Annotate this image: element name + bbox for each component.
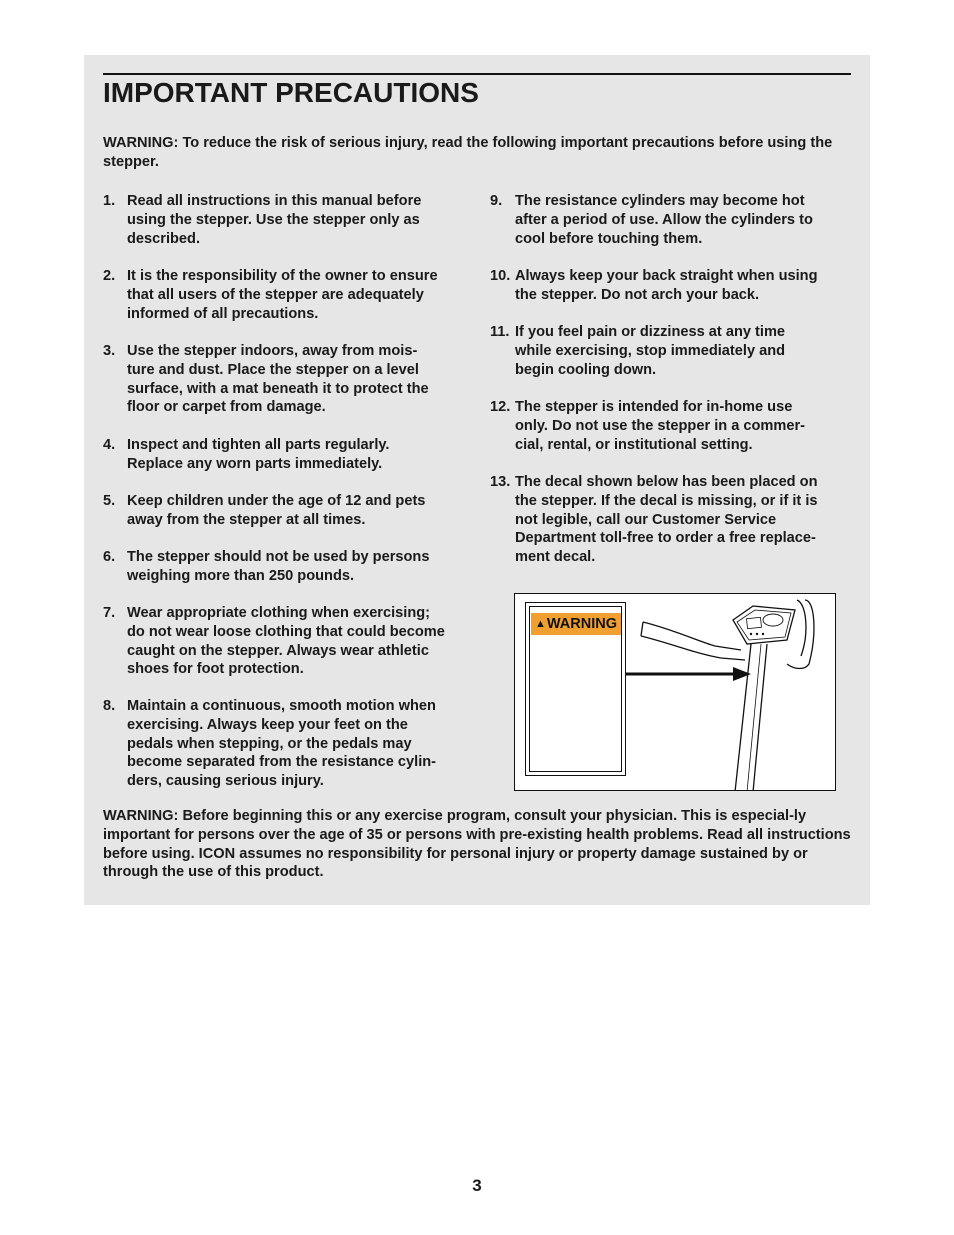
decal-figure (514, 593, 836, 791)
item-number: 2. (103, 268, 116, 284)
decal-inner-border (529, 606, 622, 772)
item-number: 12. (490, 399, 511, 415)
item-text: If you feel pain or dizziness at any time while exercising, stop immediately and begin cooling down. (515, 324, 786, 378)
item-number: 10. (490, 268, 511, 284)
warning-physician: WARNING: Before beginning this or any exercise program, consult your physician. This is especial-ly important for persons over the age of 35 or persons with pre-existing health problems. Read all instructions before using. ICON assumes no responsibility for personal injury or property damage sustained by or through the use of this product. (103, 808, 851, 881)
warning-intro: WARNING: To reduce the risk of serious injury, read the following important precautions before using the stepper. (103, 135, 833, 170)
item-text: It is the responsibility of the owner to ensure that all users of the stepper are adequately informed of all precautions. (127, 268, 438, 322)
item-text: The stepper should not be used by persons weighing more than 250 pounds. (127, 549, 430, 584)
item-number: 6. (103, 549, 116, 565)
page-number: 3 (472, 1176, 482, 1195)
item-number: 4. (103, 437, 116, 453)
item-number: 13. (490, 474, 511, 490)
item-text: Wear appropriate clothing when exercising; do not wear loose clothing that could become caught on the stepper. Always wear athletic shoes for foot protection. (127, 605, 445, 678)
item-number: 1. (103, 193, 116, 209)
item-text: Use the stepper indoors, away from mois- ture and dust. Place the stepper on a level surface, with a mat beneath it to protect the floor or carpet from damage. (127, 343, 429, 416)
item-text: The resistance cylinders may become hot after a period of use. Allow the cylinders to cool before touching them. (515, 193, 813, 247)
decal-label: WARNING (546, 616, 617, 632)
warning-decal (525, 602, 626, 776)
item-text: The decal shown below has been placed on the stepper. If the decal is missing, or if it is not legible, call our Customer Service Department toll-free to order a free replace- ment decal. (515, 474, 818, 566)
item-number: 8. (103, 698, 116, 714)
item-text: Keep children under the age of 12 and pets away from the stepper at all times. (127, 493, 426, 528)
item-text: Inspect and tighten all parts regularly. Replace any worn parts immediately. (127, 437, 390, 472)
item-text: The stepper is intended for in-home use only. Do not use the stepper in a commer- cial, rental, or institutional setting. (515, 399, 806, 453)
decal-header (531, 613, 621, 635)
item-text: Always keep your back straight when using the stepper. Do not arch your back. (515, 268, 818, 303)
item-number: 11. (490, 324, 510, 340)
item-number: 9. (490, 193, 503, 209)
item-text: Read all instructions in this manual before using the stepper. Use the stepper only as described. (127, 193, 422, 247)
item-text: Maintain a continuous, smooth motion when exercising. Always keep your feet on the pedals when stepping, or the pedals may become separated from the resistance cylin- ders, causing serious injury. (127, 698, 437, 790)
item-number: 5. (103, 493, 116, 509)
item-number: 7. (103, 605, 116, 621)
title-rule (103, 73, 851, 75)
item-number: 3. (103, 343, 116, 359)
warning-triangle-icon: ▲ (535, 618, 546, 630)
page-title: IMPORTANT PRECAUTIONS (103, 77, 479, 108)
